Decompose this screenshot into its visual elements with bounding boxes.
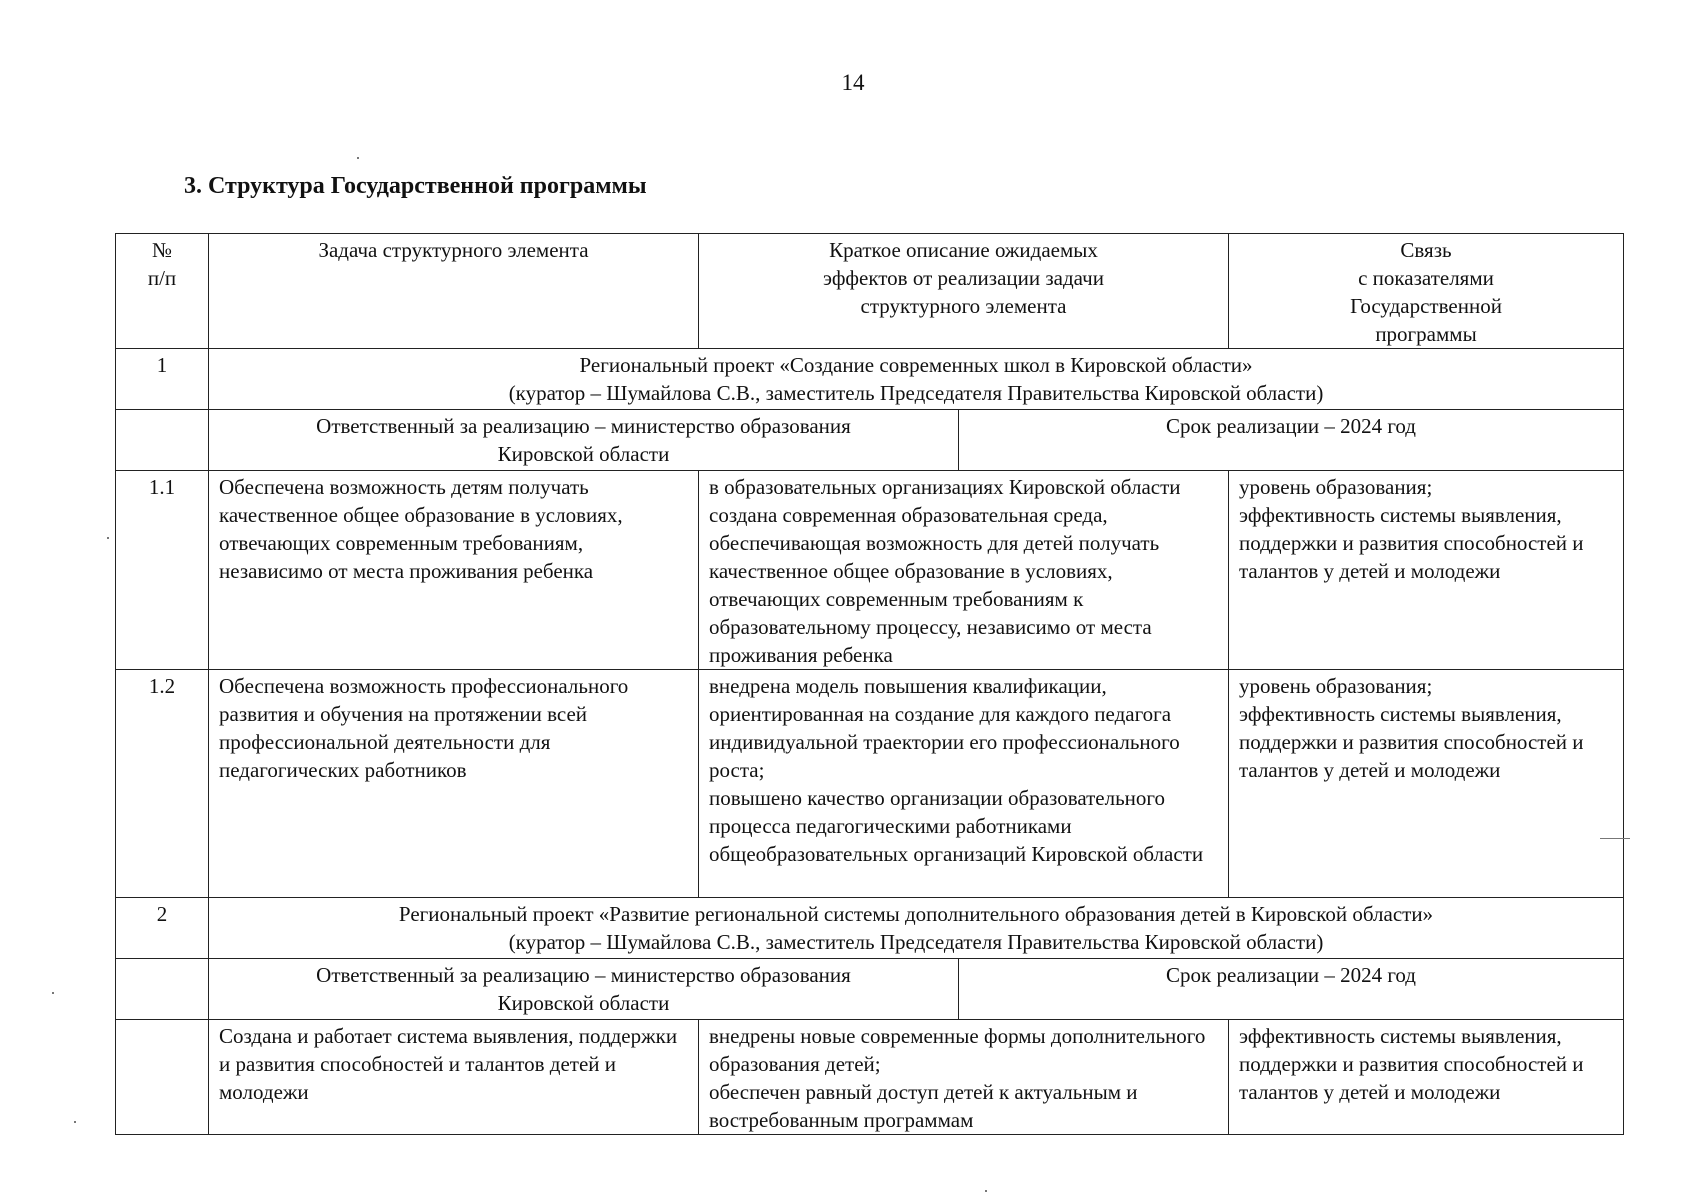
- scan-speck: [985, 1190, 987, 1192]
- row-task: Обеспечена возможность профессионального развития и обучения на протяжении всей профессиональной деятельности для педагогических работников: [209, 670, 699, 898]
- row-description: внедрены новые современные формы дополнительного образования детей; обеспечен равный доступ детей к актуальным и востребованным программам: [699, 1020, 1229, 1135]
- row-num: 1.2: [116, 670, 209, 898]
- row-task: Обеспечена возможность детям получать качественное общее образование в условиях, отвечающих современным требованиям, независимо от места проживания ребенка: [209, 471, 699, 670]
- row-indicators: уровень образования; эффективность системы выявления, поддержки и развития способностей и талантов у детей и молодежи: [1229, 471, 1624, 670]
- header-num: № п/п: [116, 234, 209, 349]
- scan-speck: [52, 992, 54, 994]
- responsible-row: [116, 410, 1624, 471]
- table-header-row: [116, 234, 1624, 349]
- section-title: 3. Структура Государственной программы: [184, 173, 647, 199]
- row-description: в образовательных организациях Кировской области создана современная образовательная среда, обеспечивающая возможность для детей получать качественное общее образование в условиях, отвечающих современным требованиям к образовательному процессу, независимо от места проживания ребенка: [699, 471, 1229, 670]
- implementation-term: Срок реализации – 2024 год: [959, 959, 1624, 1020]
- project-title: Региональный проект «Создание современных школ в Кировской области» (куратор – Шумайлова С.В., заместитель Председателя Правительства Кировской области): [209, 349, 1624, 410]
- row-num: 1.1: [116, 471, 209, 670]
- project-num: 1: [116, 349, 209, 410]
- responsible-row: [116, 959, 1624, 1020]
- header-description: Краткое описание ожидаемых эффектов от реализации задачи структурного элемента: [699, 234, 1229, 349]
- project-num: 2: [116, 898, 209, 959]
- table-row: [116, 471, 1624, 670]
- implementation-term: Срок реализации – 2024 год: [959, 410, 1624, 471]
- project-title: Региональный проект «Развитие региональной системы дополнительного образования детей в Кировской области» (куратор – Шумайлова С.В., заместитель Председателя Правительства Кировской области): [209, 898, 1624, 959]
- empty-cell: [116, 410, 209, 471]
- row-description: внедрена модель повышения квалификации, ориентированная на создание для каждого педагога индивидуальной траектории его профессионального роста; повышено качество организации образовательного процесса педагогическими работниками общеобразовательных организаций Кировской области: [699, 670, 1229, 898]
- responsible-executor: Ответственный за реализацию – министерство образования Кировской области: [209, 959, 959, 1020]
- empty-cell: [116, 959, 209, 1020]
- table-row: [116, 1020, 1624, 1135]
- header-indicators: Связь с показателями Государственной программы: [1229, 234, 1624, 349]
- table-row: [116, 670, 1624, 898]
- header-task: Задача структурного элемента: [209, 234, 699, 349]
- project-row: [116, 898, 1624, 959]
- row-task: Создана и работает система выявления, поддержки и развития способностей и талантов детей и молодежи: [209, 1020, 699, 1135]
- row-num: [116, 1020, 209, 1135]
- program-structure-table: [115, 233, 1624, 1135]
- project-row: [116, 349, 1624, 410]
- scan-speck: [107, 537, 109, 539]
- scan-speck: [1600, 838, 1630, 839]
- row-indicators: эффективность системы выявления, поддержки и развития способностей и талантов у детей и молодежи: [1229, 1020, 1624, 1135]
- scan-speck: [357, 157, 359, 159]
- page-number: 14: [841, 70, 865, 95]
- row-indicators: уровень образования; эффективность системы выявления, поддержки и развития способностей и талантов у детей и молодежи: [1229, 670, 1624, 898]
- responsible-executor: Ответственный за реализацию – министерство образования Кировской области: [209, 410, 959, 471]
- scan-speck: [74, 1121, 76, 1123]
